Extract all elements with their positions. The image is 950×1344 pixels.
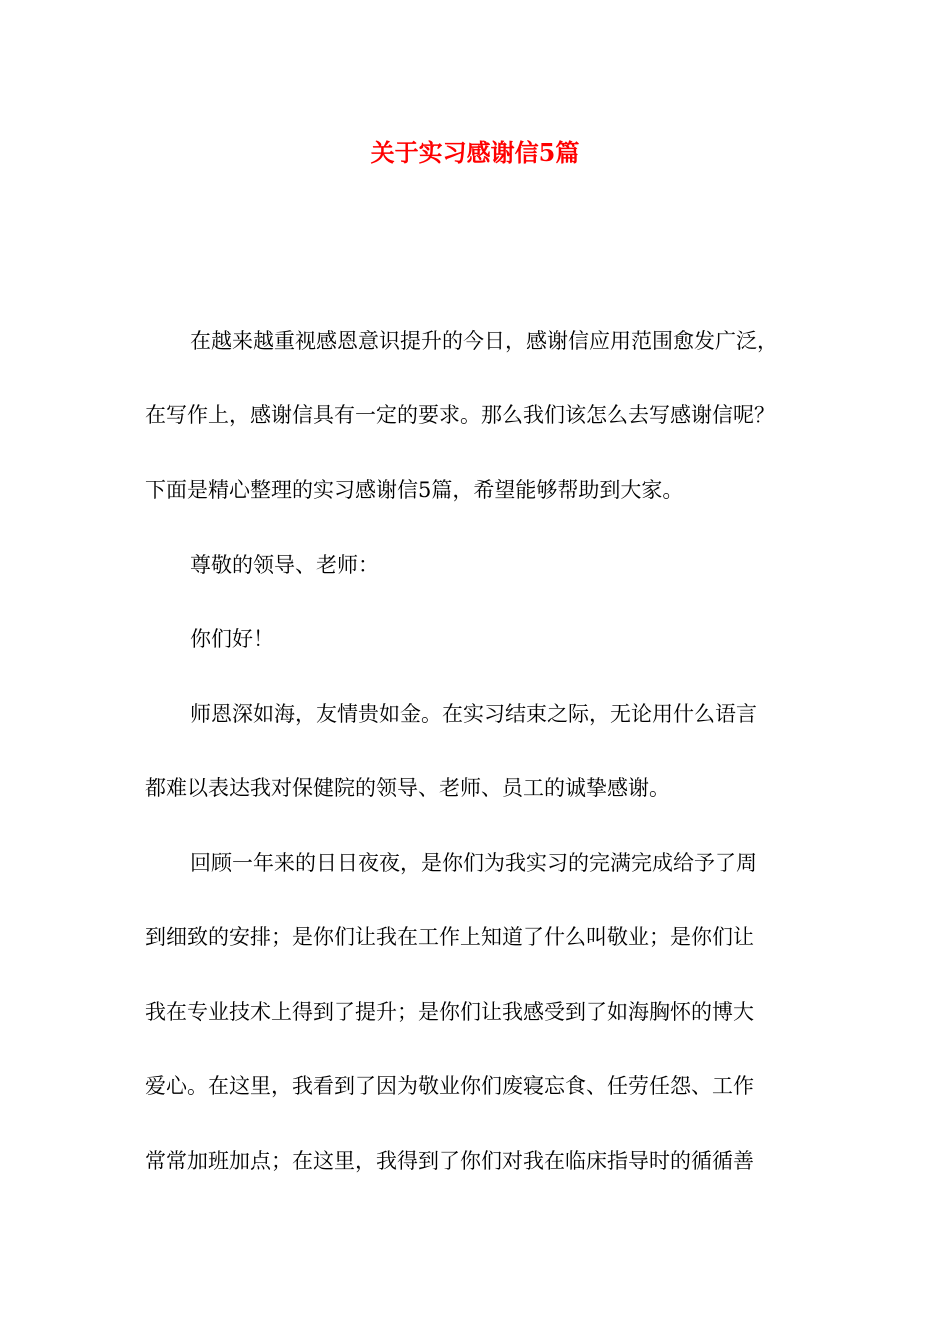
paragraph-line: 到细致的安排；是你们让我在工作上知道了什么叫敬业；是你们让	[145, 925, 754, 949]
paragraph-line: 爱心。在这里，我看到了因为敬业你们废寝忘食、任劳任怨、工作	[145, 1074, 754, 1098]
paragraph-line: 都难以表达我对保健院的领导、老师、员工的诚挚感谢。	[145, 776, 670, 800]
paragraph-line: 师恩深如海，友情贵如金。在实习结束之际，无论用什么语言	[190, 702, 757, 726]
salutation-line: 尊敬的领导、老师：	[190, 553, 379, 577]
document-title: 关于实习感谢信5篇	[370, 138, 580, 167]
greeting-line: 你们好！	[190, 627, 274, 651]
paragraph-line: 在写作上，感谢信具有一定的要求。那么我们该怎么去写感谢信呢？	[145, 403, 775, 427]
paragraph-line: 下面是精心整理的实习感谢信5篇，希望能够帮助到大家。	[145, 478, 684, 502]
paragraph-line: 回顾一年来的日日夜夜，是你们为我实习的完满完成给予了周	[190, 851, 757, 875]
paragraph-line: 常常加班加点；在这里，我得到了你们对我在临床指导时的循循善	[145, 1149, 754, 1173]
paragraph-line: 我在专业技术上得到了提升；是你们让我感受到了如海胸怀的博大	[145, 1000, 754, 1024]
paragraph-line: 在越来越重视感恩意识提升的今日，感谢信应用范围愈发广泛，	[190, 329, 778, 353]
